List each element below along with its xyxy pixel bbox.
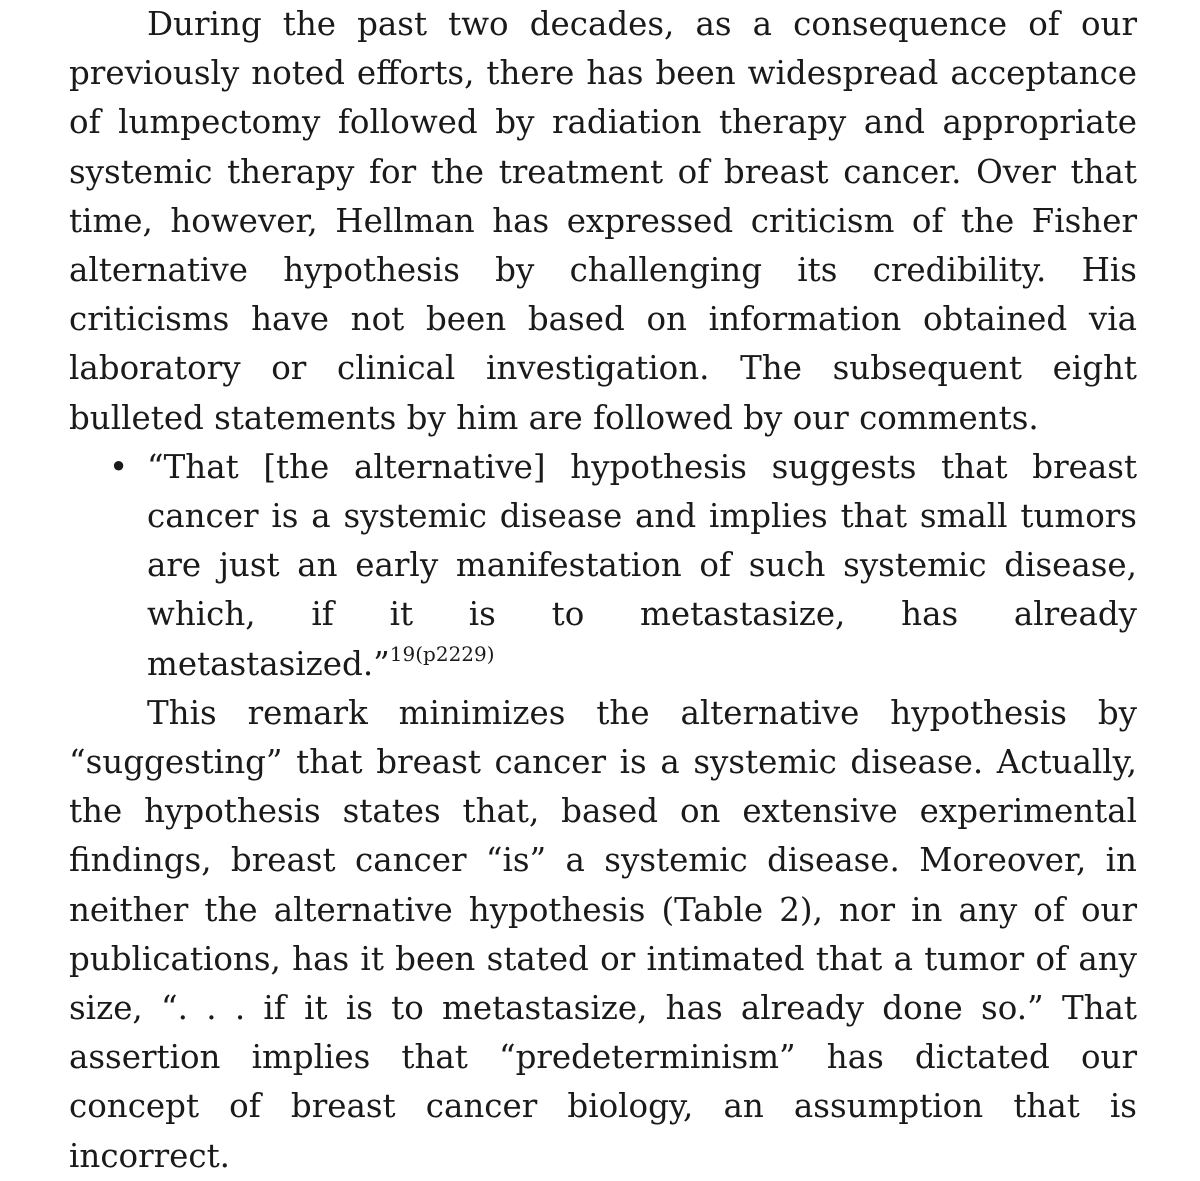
bullet-icon: •	[109, 447, 129, 486]
bulleted-statement-text: “That [the alternative] hypothesis suggests that breast cancer is a systemic disease and implies that small tumors are just an early manifestation of such systemic disease, which, if it is to metastasize, has already metastasized.”	[147, 447, 1137, 683]
citation-superscript: 19(p2229)	[389, 641, 495, 666]
bulleted-statement-list	[69, 443, 1137, 689]
bulleted-statement	[109, 443, 1137, 689]
paragraph-comment: This remark minimizes the alternative hypothesis by “suggesting” that breast cancer is a systemic disease. Actually, the hypothesis states that, based on extensive experimental findings, breast cancer “is” a systemic disease. Moreover, in neither the alternative hypothesis (Table 2), nor in any of our publications, has it been stated or intimated that a tumor of any size, “. . . if it is to metastasize, has already done so.” That assertion implies that “predeterminism” has dictated our concept of breast cancer biology, an assumption that is incorrect.	[69, 693, 1137, 1175]
document-page	[69, 0, 1137, 1181]
paragraph-intro: During the past two decades, as a consequence of our previously noted efforts, there has been widespread acceptance of lumpectomy followed by radiation therapy and appropriate systemic therapy for the treatment of breast cancer. Over that time, however, Hellman has expressed criticism of the Fisher alternative hypothesis by challenging its credibility. His criticisms have not been based on information obtained via laboratory or clinical investigation. The subsequent eight bulleted statements by him are followed by our comments.	[69, 5, 1137, 437]
